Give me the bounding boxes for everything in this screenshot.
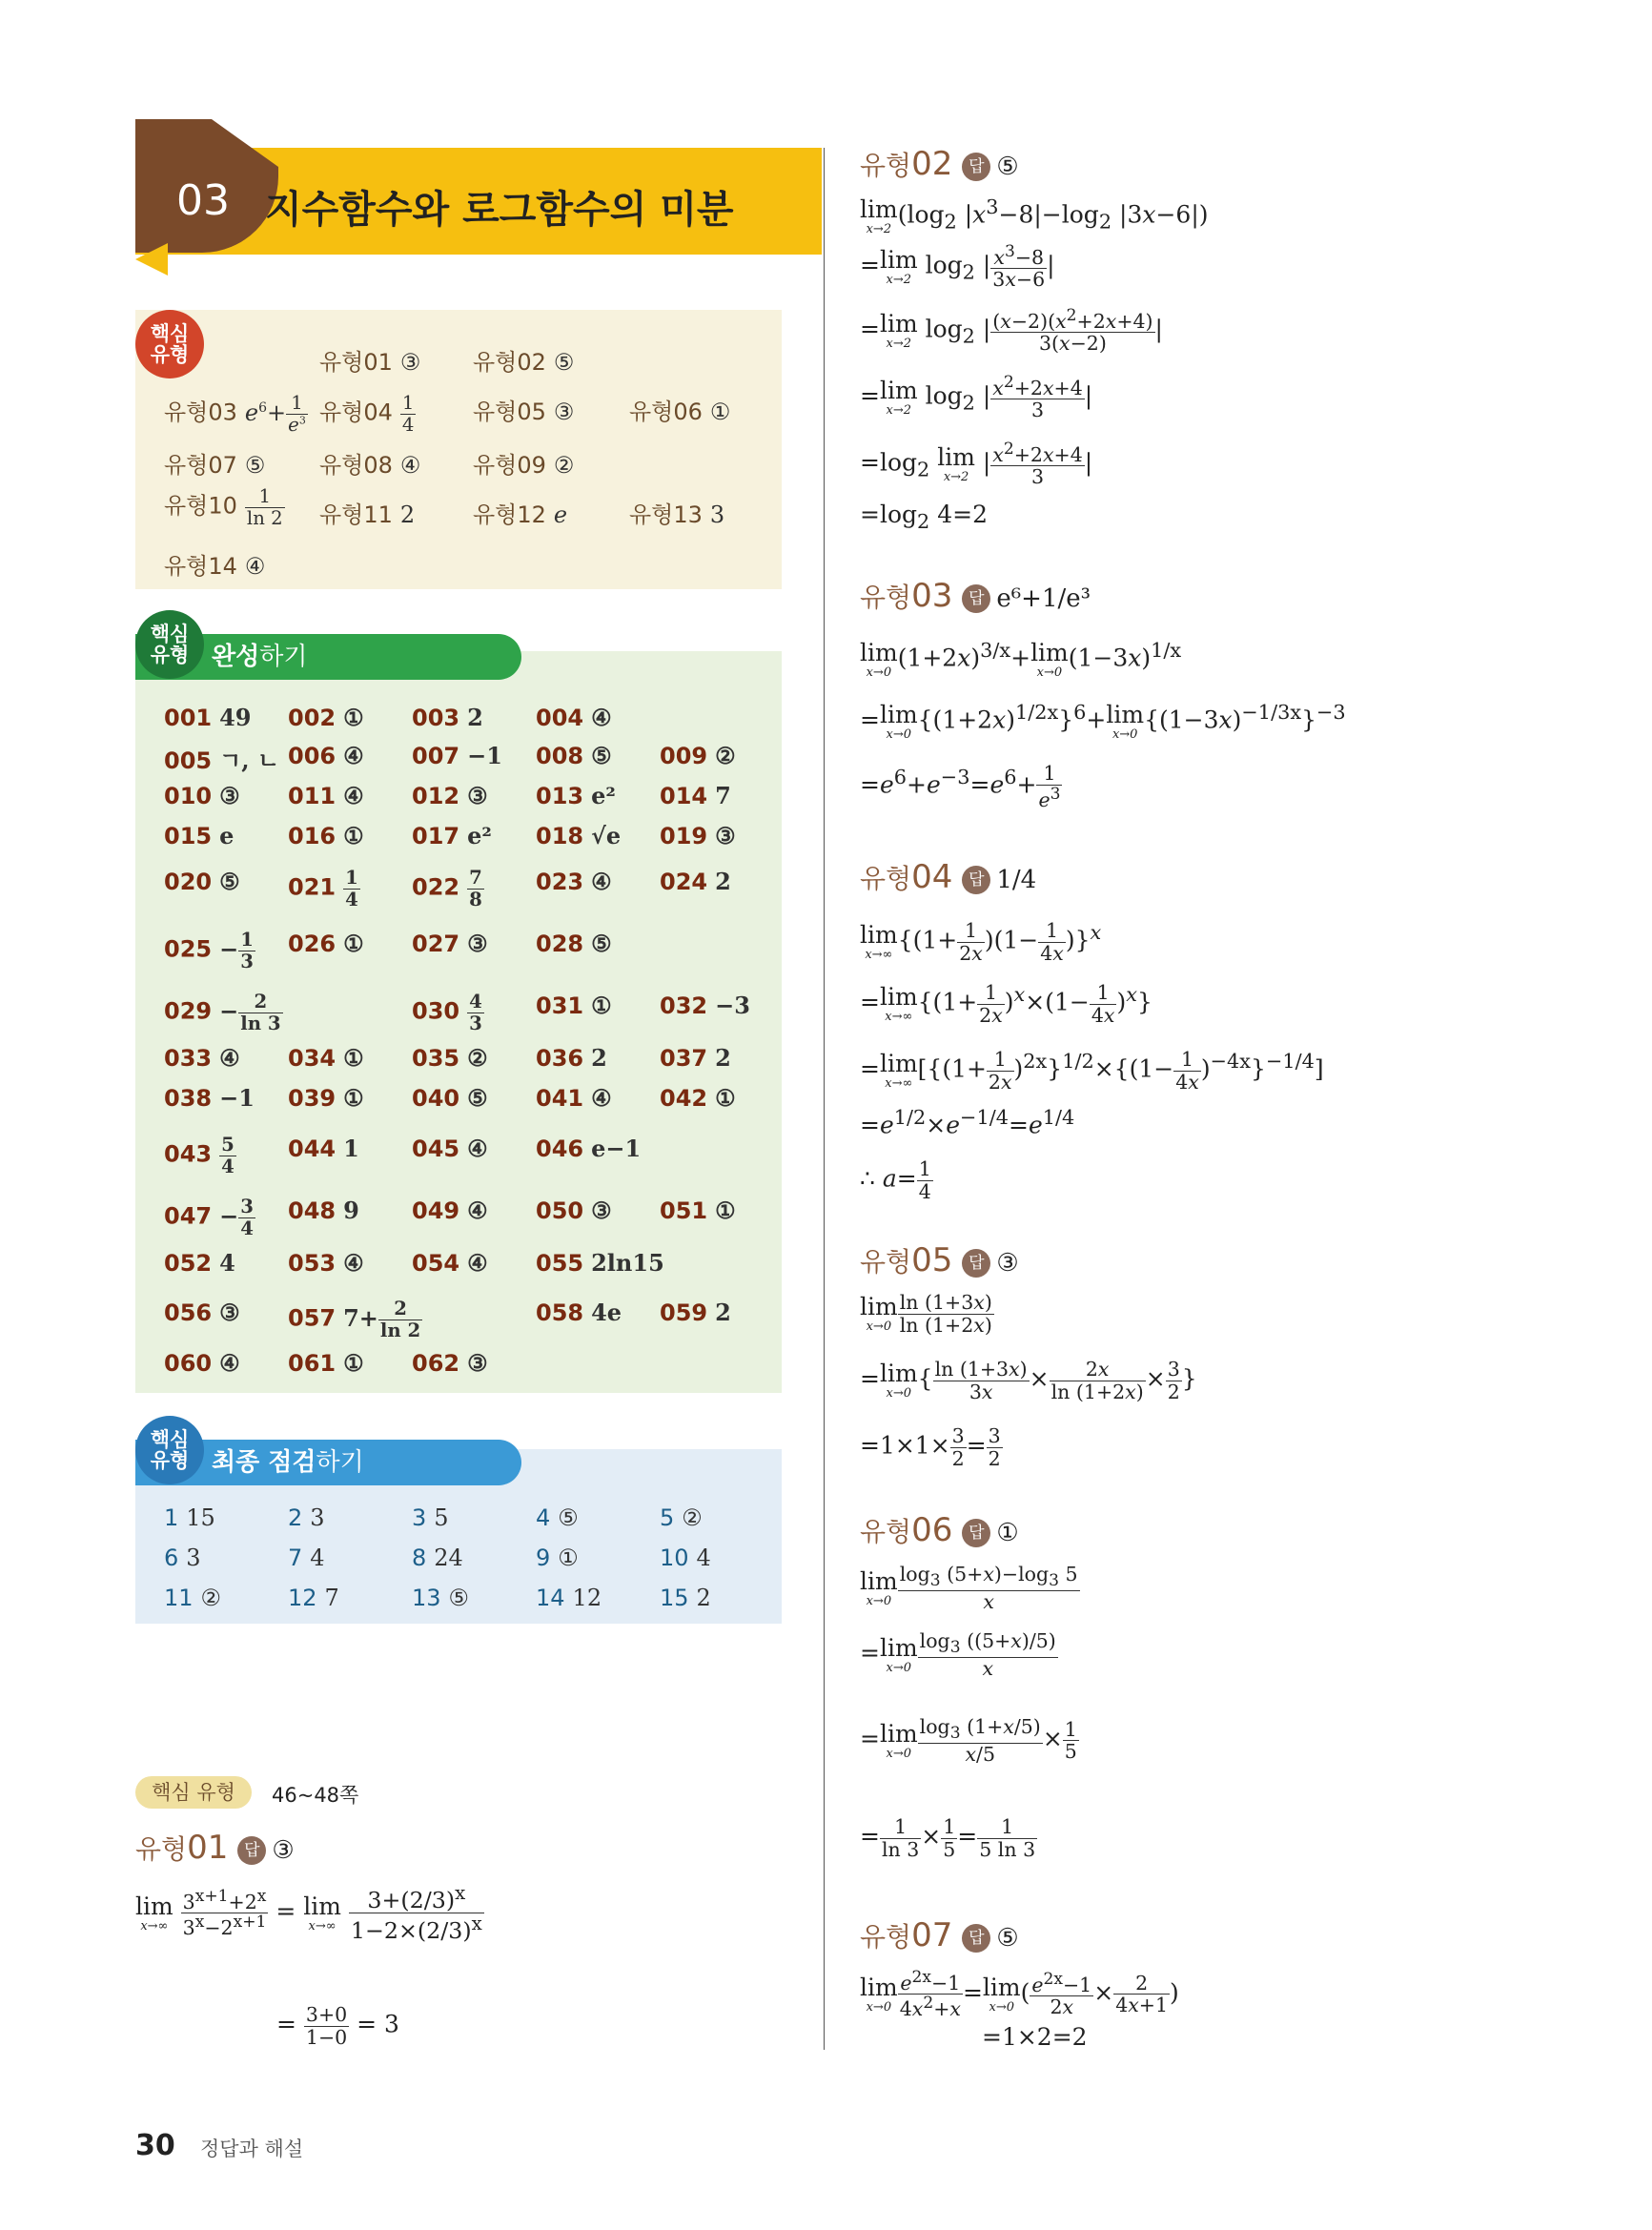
completion-answer-032: 032 −3: [660, 992, 750, 1019]
final-check-answer-1: 1 15: [164, 1504, 215, 1531]
completion-answer-027: 027 ③: [412, 930, 488, 957]
final-check-answer-7: 7 4: [288, 1545, 325, 1571]
final-check-answer-10: 10 4: [660, 1545, 711, 1571]
answer-type03: 유형03 $e^6+$ $\frac{1}{e^3}$: [164, 392, 306, 436]
answer-type12: 유형12 e: [473, 501, 568, 528]
answer-tag-icon: 답: [962, 584, 990, 613]
completion-answer-010: 010 ③: [164, 782, 240, 809]
completion-answer-058: 058 4e: [536, 1299, 622, 1326]
completion-answer-060: 060 ④: [164, 1349, 240, 1377]
completion-answer-036: 036 2: [536, 1044, 607, 1072]
completion-answer-012: 012 ③: [412, 782, 488, 809]
solution-03-line2: =lim x→0 $\{(1+2x)^{1/2x}\}^6+\lim$ x→0 $\{(1-3x)^{-1/3x}\}^{-3}$: [860, 700, 1346, 742]
solution-07-heading: 유형07 답 ⑤: [860, 1916, 1019, 1954]
answer-type04: 유형04 $\frac{1}{4}$: [319, 392, 415, 436]
final-check-answer-13: 13 ⑤: [412, 1585, 470, 1611]
solution-06-heading: 유형06 답 ①: [860, 1511, 1019, 1549]
final-check-answer-6: 6 3: [164, 1545, 201, 1571]
final-check-answer-12: 12 7: [288, 1585, 339, 1611]
completion-answer-040: 040 ⑤: [412, 1084, 488, 1112]
final-check-tab: 최종 점검하기: [135, 1440, 521, 1485]
solution-06-line3: =lim x→0 $\frac{\log_3 (1+x/5)}{x/5}$ × $\frac{1}{5}$: [860, 1715, 1077, 1766]
answer-type14: 유형14 ④: [164, 553, 266, 580]
core-type-pages: 46~48쪽: [272, 1784, 359, 1807]
solution-03-line1: lim x→0 $(1+2x)^{3/x}+\lim$ x→0 $(1-3x)^{1/x}$: [860, 638, 1182, 680]
solution-04-heading: 유형04 답 1/4: [860, 858, 1037, 896]
completion-answer-049: 049 ④: [412, 1197, 488, 1224]
completion-tab: 완성하기: [135, 634, 521, 680]
completion-answer-001: 001 49: [164, 704, 252, 731]
completion-answer-030: 030 $\frac{4}{3}$: [412, 991, 482, 1034]
solution-02-line1: lim x→2 ($\log_2$ $|x^3-8|-\log_2$ |3x−6|): [860, 194, 1209, 236]
completion-answer-062: 062 ③: [412, 1349, 488, 1377]
completion-answer-026: 026 ①: [288, 930, 364, 957]
completion-answer-002: 002 ①: [288, 704, 364, 731]
core-type-badge: 핵심 유형: [135, 310, 204, 378]
solution-04-line4: $=e^{1/2}\times e^{-1/4}=e^{1/4}$: [860, 1106, 1075, 1139]
completion-answer-038: 038 −1: [164, 1084, 255, 1112]
completion-answer-028: 028 ⑤: [536, 930, 612, 957]
solution-07-line1: lim x→0 $\frac{e^{2x}-1}{4x^2+x}$ =lim x→0 ( $\frac{e^{2x}-1}{2x}$ × $\frac{2}{4x+1}$ ): [860, 1968, 1179, 2021]
solution-02-line4: =lim x→2 $\log_2$ | $\frac{x^2+2x+4}{3}$ |: [860, 373, 1093, 422]
solution-06-line4: = $\frac{1}{\ln 3}$ × $\frac{1}{5}$ = $\frac{1}{5 \ln 3}$: [860, 1815, 1036, 1861]
completion-answer-047: 047 − $\frac{3}{4}$: [164, 1196, 254, 1239]
final-check-answer-15: 15 2: [660, 1585, 711, 1611]
completion-answer-051: 051 ①: [660, 1197, 736, 1224]
completion-answer-054: 054 ④: [412, 1249, 488, 1277]
completion-answer-046: 046 e−1: [536, 1135, 642, 1162]
solution-05-heading: 유형05 답 ③: [860, 1241, 1019, 1279]
final-check-answer-14: 14 12: [536, 1585, 602, 1611]
answer-type01: 유형01 ③: [319, 349, 421, 376]
completion-answer-033: 033 ④: [164, 1044, 240, 1072]
solution-05-line3: =1×1× $\frac{3}{2}$ = $\frac{3}{2}$: [860, 1424, 1001, 1470]
completion-answer-015: 015 e: [164, 822, 235, 849]
completion-answer-003: 003 2: [412, 704, 483, 731]
completion-answer-024: 024 2: [660, 868, 731, 895]
core-type-badge-2: 핵심 유형: [135, 610, 204, 679]
completion-answer-043: 043 $\frac{5}{4}$: [164, 1134, 235, 1177]
completion-answer-025: 025 − $\frac{1}{3}$: [164, 929, 254, 972]
final-check-answer-5: 5 ②: [660, 1504, 703, 1531]
solution-05-line1: lim x→0 $\frac{\ln (1+3x)}{\ln (1+2x)}$: [860, 1291, 992, 1337]
page-number: 30: [135, 2129, 175, 2162]
completion-answer-021: 021 $\frac{1}{4}$: [288, 867, 358, 910]
completion-answer-039: 039 ①: [288, 1084, 364, 1112]
answer-tag-icon: 답: [962, 866, 990, 894]
completion-answer-042: 042 ①: [660, 1084, 736, 1112]
answer-type02: 유형02 ⑤: [473, 349, 575, 376]
footer-label: 정답과 해설: [200, 2138, 304, 2160]
completion-answer-023: 023 ④: [536, 868, 612, 895]
answer-tag-icon: 답: [962, 1519, 990, 1547]
answer-type06: 유형06 ①: [629, 399, 731, 425]
final-check-answer-4: 4 ⑤: [536, 1504, 579, 1531]
answer-type13: 유형13 3: [629, 501, 725, 528]
core-type-badge-3: 핵심 유형: [135, 1416, 204, 1484]
solution-03-heading: 유형03 답 e⁶+1/e³: [860, 577, 1091, 615]
completion-answer-008: 008 ⑤: [536, 742, 612, 769]
completion-answer-013: 013 e²: [536, 782, 616, 809]
completion-answer-045: 045 ④: [412, 1135, 488, 1162]
answer-type05: 유형05 ③: [473, 399, 575, 425]
solution-02-heading: 유형02 답 ⑤: [860, 145, 1019, 183]
completion-answer-011: 011 ④: [288, 782, 364, 809]
solution-07-line2: =1×2=2: [982, 2023, 1088, 2051]
completion-answer-050: 050 ③: [536, 1197, 612, 1224]
completion-answer-048: 048 9: [288, 1197, 359, 1224]
completion-answer-022: 022 $\frac{7}{8}$: [412, 867, 482, 910]
answer-tag-icon: 답: [237, 1836, 266, 1865]
completion-answer-055: 055 2ln15: [536, 1249, 664, 1277]
completion-answer-037: 037 2: [660, 1044, 731, 1072]
completion-answer-007: 007 −1: [412, 742, 502, 769]
completion-answer-018: 018 √e: [536, 822, 622, 849]
completion-answer-052: 052 4: [164, 1249, 235, 1277]
answer-type07: 유형07 ⑤: [164, 452, 266, 479]
solution-02-line3: =lim x→2 $\log_2$ | $\frac{(x-2)(x^2+2x+4)}{3(x-2)}$ |: [860, 306, 1163, 356]
completion-answer-061: 061 ①: [288, 1349, 364, 1377]
completion-answer-020: 020 ⑤: [164, 868, 240, 895]
answer-type10: 유형10 $\frac{1}{\ln 2}$: [164, 485, 283, 529]
completion-answer-044: 044 1: [288, 1135, 359, 1162]
solution-06-line2: =lim x→0 $\frac{\log_3 ((5+x)/5)}{x}$: [860, 1629, 1056, 1680]
answer-type09: 유형09 ②: [473, 452, 575, 479]
solution-01-heading: 유형01 답 ③: [135, 1829, 295, 1867]
answer-type08: 유형08 ④: [319, 452, 421, 479]
column-divider: [824, 148, 825, 2050]
answer-tag-icon: 답: [962, 1249, 990, 1278]
completion-answer-034: 034 ①: [288, 1044, 364, 1072]
completion-answer-031: 031 ①: [536, 992, 612, 1019]
completion-answer-006: 006 ④: [288, 742, 364, 769]
answer-type11: 유형11 2: [319, 501, 416, 528]
solution-01-line1: lim x→∞ $\frac{3^{x+1}+2^x}{3^x-2^{x+1}}$ = lim x→∞ $\frac{3+(2/3)^x}{1-2\times(2/3)^x}$: [135, 1882, 482, 1944]
final-check-answer-2: 2 3: [288, 1504, 325, 1531]
final-check-answer-9: 9 ①: [536, 1545, 579, 1571]
completion-answer-041: 041 ④: [536, 1084, 612, 1112]
chapter-title: 지수함수와 로그함수의 미분: [265, 188, 734, 232]
completion-answer-057: 057 7+ $\frac{2}{\ln 2}$: [288, 1298, 421, 1341]
core-type-pill: 핵심 유형: [135, 1776, 252, 1809]
completion-answer-029: 029 − $\frac{2}{\ln 3}$: [164, 991, 281, 1034]
completion-answer-016: 016 ①: [288, 822, 364, 849]
answer-tag-icon: 답: [962, 1924, 990, 1953]
completion-answer-017: 017 e²: [412, 822, 492, 849]
final-check-answer-8: 8 24: [412, 1545, 463, 1571]
chapter-number: 03: [176, 176, 230, 225]
solution-04-line2: =lim x→∞ {(1+ $\frac{1}{2x}$ )$^x$×(1− $\frac{1}{4x}$ )$^x$}: [860, 981, 1152, 1027]
solution-04-line3: =lim x→∞ [{(1+ $\frac{1}{2x}$ )$^{2x}$}$^{1/2}$×{(1− $\frac{1}{4x}$ )$^{-4x}$}$^{-1/4}$]: [860, 1048, 1324, 1094]
completion-answer-005: 005 ㄱ, ㄴ: [164, 747, 280, 774]
completion-answer-019: 019 ③: [660, 822, 736, 849]
completion-answer-056: 056 ③: [164, 1299, 240, 1326]
solution-02-line6: $=\log_2$ 4=2: [860, 501, 988, 533]
solution-04-line5: ∴ a= $\frac{1}{4}$: [860, 1157, 931, 1203]
final-check-answer-3: 3 5: [412, 1504, 449, 1531]
final-check-answer-11: 11 ②: [164, 1585, 222, 1611]
completion-answer-059: 059 2: [660, 1299, 731, 1326]
answer-tag-icon: 답: [962, 153, 990, 181]
solution-04-line1: lim x→∞ {(1+ $\frac{1}{2x}$ )(1− $\frac{1}{4x}$ )}$^x$: [860, 919, 1102, 965]
solution-02-line2: =lim x→2 $\log_2$ | $\frac{x^3-8}{3x-6}$ |: [860, 242, 1055, 292]
completion-answer-035: 035 ②: [412, 1044, 488, 1072]
solution-03-line3: $=e^6+e^{-3}=e^6+$ $\frac{1}{e^3}$: [860, 762, 1061, 811]
solution-05-line2: =lim x→0 { $\frac{\ln (1+3x)}{3x}$ × $\frac{2x}{\ln (1+2x)}$ × $\frac{3}{2}$ }: [860, 1358, 1197, 1403]
completion-answer-004: 004 ④: [536, 704, 612, 731]
solution-02-line5: $=\log_2$ lim x→2 | $\frac{x^2+2x+4}{3}$ |: [860, 440, 1093, 489]
completion-answer-014: 014 7: [660, 782, 731, 809]
solution-01-line2: = $\frac{3+0}{1-0}$ = 3: [276, 2003, 399, 2049]
completion-answer-053: 053 ④: [288, 1249, 364, 1277]
completion-answer-009: 009 ②: [660, 742, 736, 769]
solution-06-line1: lim x→0 $\frac{\log_3 (5+x)-\log_3 5}{x}$: [860, 1563, 1078, 1613]
